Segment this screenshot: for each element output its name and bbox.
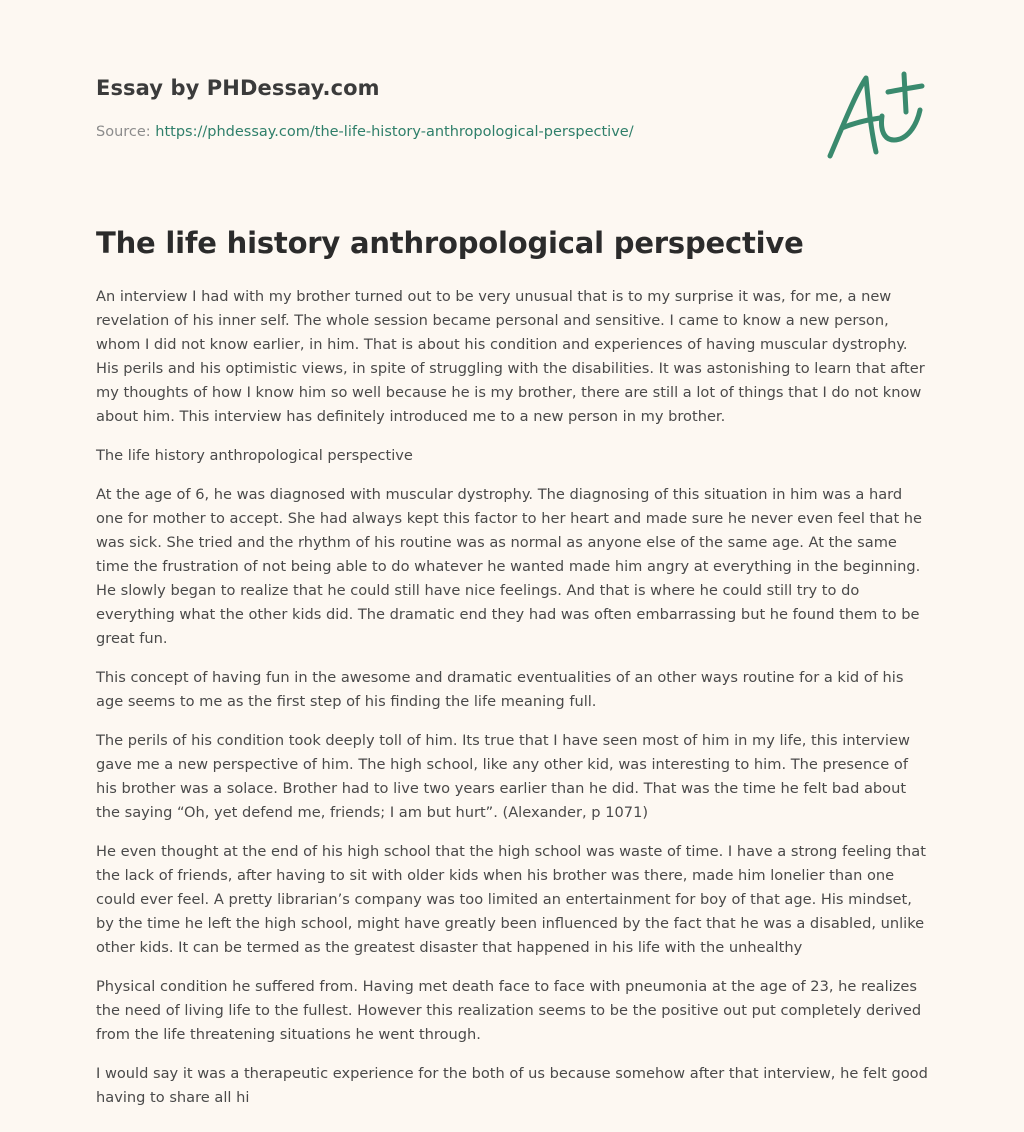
source-line [96,124,634,140]
paragraph: Physical condition he suffered from. Having met death face to face with pneumonia at the age of 23, he realizes the need of living life to the fullest. However this realization seems to be the positive out put completely derived from the life threatening situations he went through. [96,978,922,1043]
paragraph: He even thought at the end of his high school that the high school was waste of time. I have a strong feeling that the lack of friends, after having to sit with older kids when his brother was there, made him lonelier than one could ever feel. A pretty librarian’s company was too limited an entertainment for boy of that age. His mindset, by the time he left the high school, might have greatly been influenced by the fact that he was a disabled, unlike other kids. It can be termed as the greatest disaster that happened in his life with the unhealthy [96,843,926,956]
paragraph: I would say it was a therapeutic experience for the both of us because somehow after that interview, he felt good having to share all hi [96,1065,928,1106]
essay-header [96,76,928,176]
essay-title: The life history anthropological perspective [96,226,804,260]
paragraph: At the age of 6, he was diagnosed with muscular dystrophy. The diagnosing of this situation in him was a hard one for mother to accept. She had always kept this factor to her heart and made sure he never even feel that he was sick. She tried and the rhythm of his routine was as normal as anyone else of the same age. At the same time the frustration of not being able to do whatever he wanted made him angry at everything in the beginning. He slowly began to realize that he could still have nice feelings. And that is where he could still try to do everything what the other kids did. The dramatic end they had was often embarrassing but he found them to be great fun. [96,486,923,647]
paragraph: The perils of his condition took deeply toll of him. Its true that I have seen most of him in my life, this interview gave me a new perspective of him. The high school, like any other kid, was interesting to him. The presence of his brother was a solace. Brother had to live two years earlier than he did. That was the time he felt bad about the saying “Oh, yet defend me, friends; I am but hurt”. (Alexander, p 1071) [96,732,910,821]
a-plus-logo-icon [824,68,928,164]
paragraph: An interview I had with my brother turned out to be very unusual that is to my surprise it was, for me, a new revelation of his inner self. The whole session became personal and sensitive. I came to know a new person, whom I did not know earlier, in him. That is about his condition and experiences of having muscular dystrophy. His perils and his optimistic views, in spite of struggling with the disabilities. It was astonishing to learn that after my thoughts of how I know him so well because he is my brother, there are still a lot of things that I do not know about him. This interview has definitely introduced me to a new person in my brother. [96,288,925,425]
paragraph: The life history anthropological perspective [96,447,413,464]
brand-title: Essay by PHDessay.com [96,76,380,100]
essay-body [96,285,932,1125]
paragraph: This concept of having fun in the awesome and dramatic eventualities of an other ways routine for a kid of his age seems to me as the first step of his finding the life meaning full. [96,669,904,710]
source-link[interactable]: https://phdessay.com/the-life-history-anthropological-perspective/ [155,124,634,140]
source-label: Source: [96,124,151,140]
